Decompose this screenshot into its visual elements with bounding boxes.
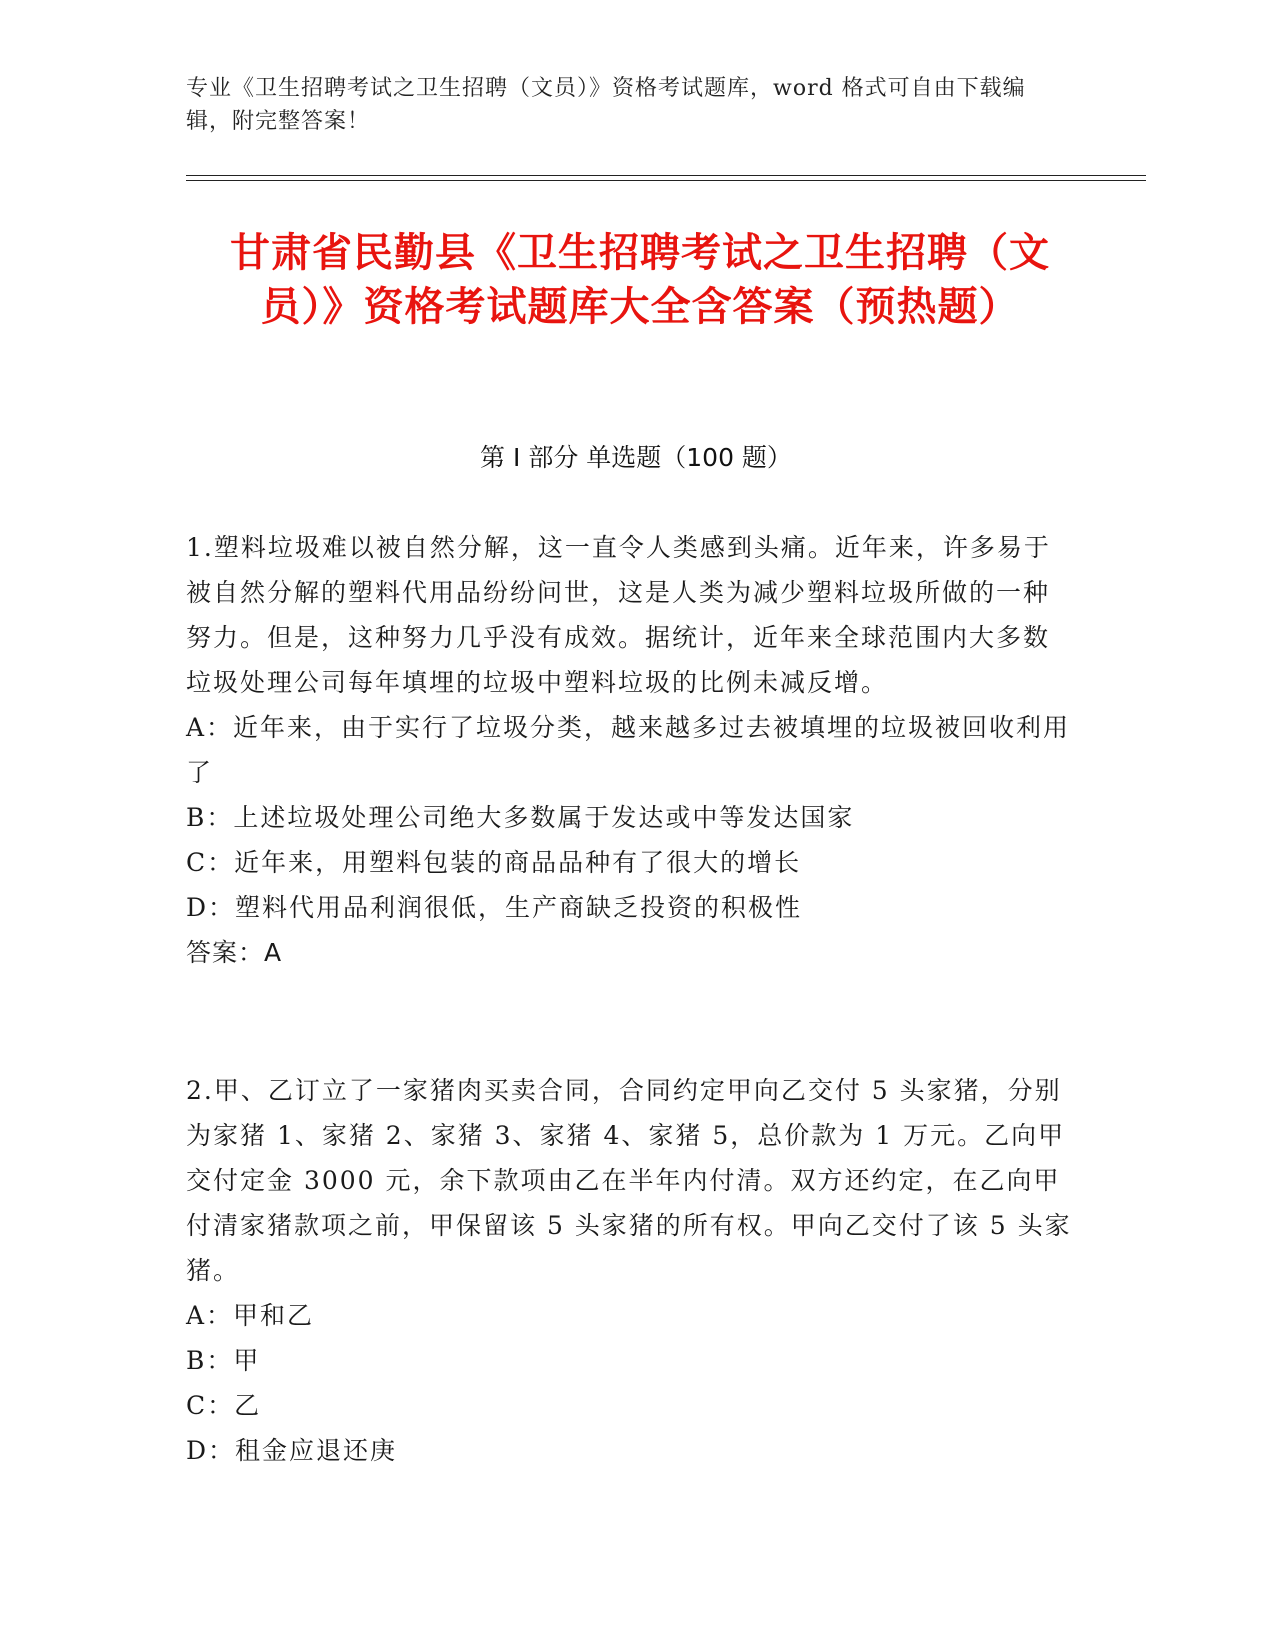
option-a: A：甲和乙 — [186, 1301, 315, 1330]
option-b: B：甲 — [186, 1346, 261, 1375]
document-title: 甘肃省民勤县《卫生招聘考试之卫生招聘（文员）》资格考试题库大全含答案（预热题） — [230, 230, 1050, 330]
question-stem: 2.甲、乙订立了一家猪肉买卖合同，合同约定甲向乙交付 5 头家猪，分别为家猪 1、家猪 2、家猪 3、家猪 4、家猪 5，总价款为 1 万元。乙向甲交付定金 3000 元，余下款项由乙在半年内付清。双方还约定，在乙向甲付清家猪款项之前，甲保留该 5 头家猪的所有权。甲向乙交付了该 5 头家猪。 — [186, 1076, 1072, 1285]
question-stem: 1.塑料垃圾难以被自然分解，这一直令人类感到头痛。近年来，许多易于被自然分解的塑料代用品纷纷问世，这是人类为减少塑料垃圾所做的一种努力。但是，这种努力几乎没有成效。据统计，近年来全球范围内大多数垃圾处理公司每年填埋的垃圾中塑料垃圾的比例未减反增。 — [186, 533, 1051, 697]
option-a: A：近年来，由于实行了垃圾分类，越来越多过去被填埋的垃圾被回收利用了 — [186, 713, 1071, 787]
option-b: B：上述垃圾处理公司绝大多数属于发达或中等发达国家 — [186, 803, 855, 832]
answer-line: 答案：A — [186, 938, 283, 967]
header-divider — [186, 175, 1146, 176]
option-d: D：塑料代用品利润很低，生产商缺乏投资的积极性 — [186, 893, 803, 922]
question-1 — [186, 525, 1076, 975]
question-2 — [186, 1068, 1076, 1473]
option-c: C：乙 — [186, 1391, 262, 1420]
option-c: C：近年来，用塑料包装的商品品种有了很大的增长 — [186, 848, 802, 877]
option-d: D：租金应退还庚 — [186, 1436, 398, 1465]
header-divider-secondary — [186, 180, 1146, 181]
section-heading: 第 I 部分 单选题（100 题） — [480, 443, 792, 472]
header-note: 专业《卫生招聘考试之卫生招聘（文员）》资格考试题库，word 格式可自由下载编辑，附完整答案！ — [186, 76, 1026, 134]
